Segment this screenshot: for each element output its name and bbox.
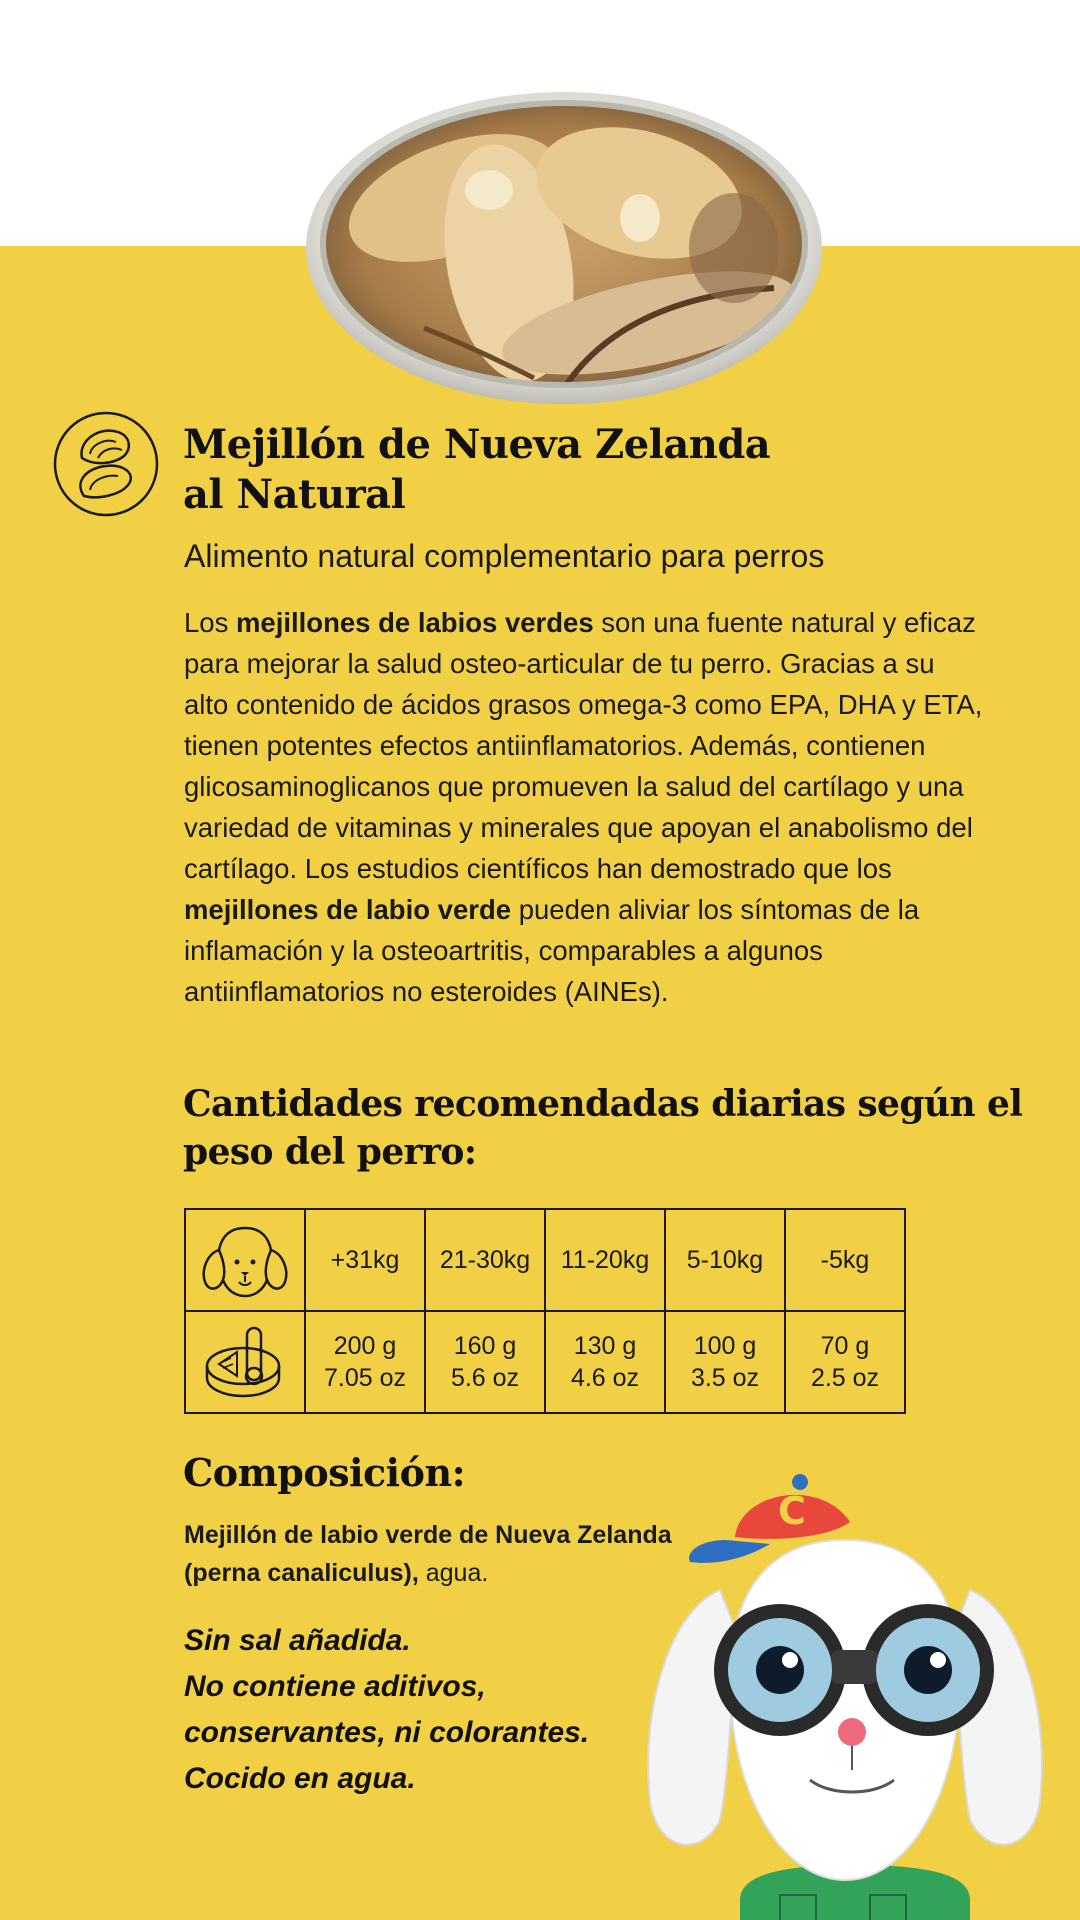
dose-grams: 160 g xyxy=(453,1332,517,1360)
description-text: pueden aliviar los síntomas de la inflamación y la osteoartritis, comparables a algunos antiinflamatorios no esteroides (AINEs). xyxy=(184,894,920,1007)
dose-ounces: 4.6 oz xyxy=(570,1364,640,1392)
ingredient-bold: (perna canaliculus), xyxy=(184,1559,419,1587)
mascot-dog-illustration xyxy=(630,1470,1080,1920)
composition-heading: Composición: xyxy=(183,1450,466,1495)
ingredient-rest: agua. xyxy=(418,1559,489,1587)
dose-cell xyxy=(425,1311,545,1413)
ingredient-bold: Mejillón de labio verde de Nueva Zelanda xyxy=(184,1521,672,1549)
mussel-icon xyxy=(52,410,160,518)
claim-item: conservantes, ni colorantes. xyxy=(184,1716,590,1749)
product-title xyxy=(183,420,1003,520)
weight-row-icon-cell xyxy=(185,1209,305,1311)
dose-row-icon-cell xyxy=(185,1311,305,1413)
dose-grams: 200 g xyxy=(333,1332,397,1360)
weight-cell: 11-20kg xyxy=(545,1209,665,1311)
weight-cell: 21-30kg xyxy=(425,1209,545,1311)
description-bold: mejillones de labio verde xyxy=(184,894,512,925)
product-title-line-1: Mejillón de Nueva Zelanda xyxy=(183,421,771,468)
dose-ounces: 2.5 oz xyxy=(810,1364,880,1392)
product-subtitle: Alimento natural complementario para perros xyxy=(184,538,825,574)
cap-letter: C xyxy=(778,1489,806,1533)
dose-cell xyxy=(785,1311,905,1413)
dose-ounces: 5.6 oz xyxy=(450,1364,520,1392)
claim-item: Cocido en agua. xyxy=(184,1762,416,1795)
tin-can-icon xyxy=(197,1322,293,1402)
dose-row xyxy=(185,1311,905,1413)
weight-cell: 5-10kg xyxy=(665,1209,785,1311)
description-text: son una fuente natural y eficaz para mejorar la salud osteo-articular de tu perro. Gracias a su alto contenido de ácidos grasos omega-3 como EPA, DHA y ETA, tienen potentes efectos antiinflamatorios. Además, contienen glicosaminoglicanos que promueven la salud del cartílago y una variedad de vitaminas y minerales que apoyan el anabolismo del cartílago. Los estudios científicos han demostrado que los xyxy=(184,607,983,884)
dose-grams: 70 g xyxy=(820,1332,870,1360)
dosage-table xyxy=(184,1208,906,1414)
product-title-line-2: al Natural xyxy=(183,471,406,518)
weight-cell: -5kg xyxy=(785,1209,905,1311)
dose-ounces: 7.05 oz xyxy=(323,1364,406,1392)
mussel-tin-image xyxy=(304,88,824,406)
product-description xyxy=(184,602,984,1012)
description-bold: mejillones de labios verdes xyxy=(235,607,594,638)
quantities-heading: Cantidades recomendadas diarias según el peso del perro: xyxy=(183,1083,1023,1173)
dose-cell xyxy=(545,1311,665,1413)
claim-item: Sin sal añadida. xyxy=(184,1624,411,1657)
claim-item: No contiene aditivos, xyxy=(184,1670,486,1703)
dose-grams: 100 g xyxy=(693,1332,757,1360)
dose-cell xyxy=(305,1311,425,1413)
description-text: Los xyxy=(184,607,236,638)
dose-grams: 130 g xyxy=(573,1332,637,1360)
dose-cell xyxy=(665,1311,785,1413)
weight-cell: +31kg xyxy=(305,1209,425,1311)
dog-face-icon xyxy=(197,1220,293,1300)
dose-ounces: 3.5 oz xyxy=(690,1364,760,1392)
weight-row xyxy=(185,1209,905,1311)
